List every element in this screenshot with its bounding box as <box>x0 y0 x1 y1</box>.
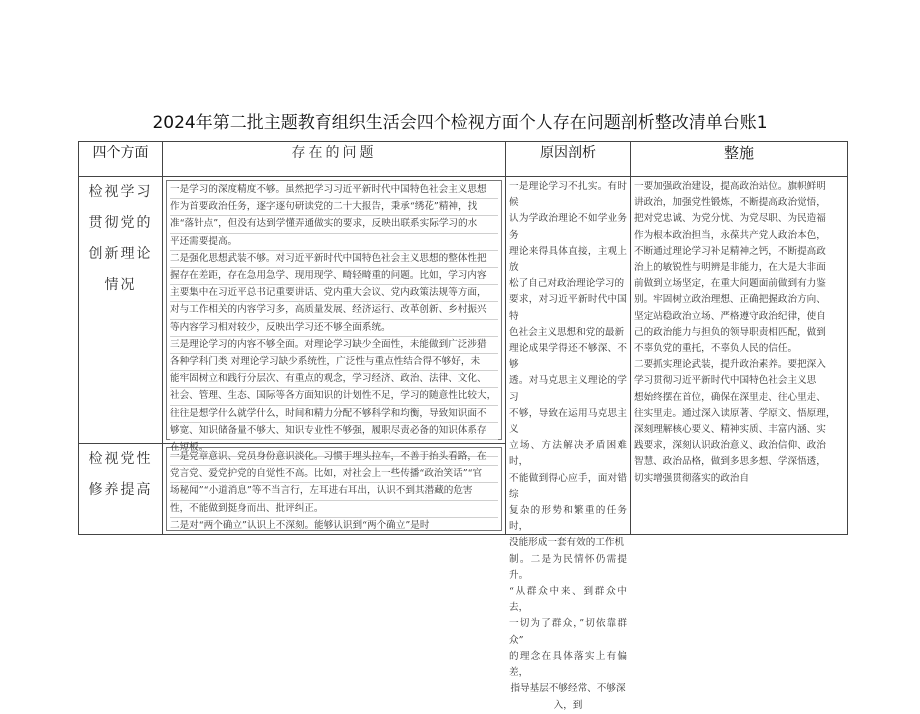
cause-line: 一切为了群众，”切依靠群众” <box>509 618 627 646</box>
problem-line: 够宽、知识储备量不够大、知识专业性不够强，履职尽责必备的知识体系存 <box>170 423 498 440</box>
rectification-line: 深刻理解核心要义、精神实质、丰富内涵、实 <box>634 424 826 436</box>
aspect-line: 检视学习 <box>88 184 153 200</box>
cause-line: 一是理论学习不扎实。有时候 <box>509 181 627 209</box>
problem-line: 平还需要提高。 <box>170 234 498 251</box>
rectification-line: 前做到立场坚定，在重大问题面前做到有力鉴 <box>634 278 826 290</box>
rectification-line: 讲政治，加强党性锻炼，不断提高政治觉悟， <box>634 197 826 209</box>
problem-line: 往往是想学什么就学什么，时间和精力分配不够科学和均衡，导致知识面不 <box>170 406 498 423</box>
problems-cell <box>163 444 506 535</box>
aspect-line: 创新理论 <box>88 246 153 262</box>
problem-line: 能牢固树立和践行分层次、有重点的观念，学习经济、政治、法律、文化、 <box>170 371 498 388</box>
cause-line: 松了自己对政治理论学习的 <box>509 278 625 290</box>
problems-cell <box>163 177 506 454</box>
rectification-line: 不辜负党的重托，不辜负人民的信任。 <box>634 343 798 355</box>
problem-line: 场秘闻”“小道消息”等不当言行，左耳进右耳出，认识不到其潜藏的危害 <box>170 483 498 500</box>
rectification-line: 二要抓实理论武装，提升政治素养。要把深入 <box>634 359 826 371</box>
rectification-text <box>631 177 847 530</box>
problem-line: 党言党、爱党护党的自觉性不高。比如，对社会上一些传播“政治笑话”“官 <box>170 466 498 483</box>
rectification-line: 治上的敏锐性与明辨是非能力，在大是大非面 <box>634 262 826 274</box>
aspect-line: 修养提高 <box>88 482 153 498</box>
cause-line: 制。二是为民情怀仍需提升。 <box>509 553 627 581</box>
header-aspect: 四个方面 <box>79 142 163 177</box>
causes-cell <box>506 177 631 711</box>
problem-line: 握存在差距，存在急用急学、现用现学、畸轻畸重的问题。比如，学习内容 <box>170 268 498 285</box>
problem-line: 准“落针点”，但没有达到学懂弄通做实的要求，反映出联系实际学习的水 <box>170 216 498 233</box>
cause-line: 没能形成一套有效的工作机 <box>509 537 625 549</box>
rectification-line: 把对党忠诚、为党分忧、为党尽职、为民造福 <box>634 213 826 225</box>
rectification-line: 别。牢固树立政治理想、正确把握政治方向、 <box>634 294 826 306</box>
header-rectification: 整施 <box>631 142 848 177</box>
problem-line: 等内容学习相对较少，反映出学习还不够全面系统。 <box>170 320 498 337</box>
cause-line: 认为学政治理论不如学业务务 <box>509 213 627 241</box>
rectification-line: 智慧、政治品格，做到多思多想、学深悟透， <box>634 456 826 468</box>
aspect-cell <box>79 177 163 444</box>
problem-line: 在短板。 <box>170 440 498 457</box>
aspect-line: 情况 <box>104 277 137 293</box>
aspect-line: 贯彻党的 <box>88 215 153 231</box>
problem-line: 二是强化思想武装不够。对习近平新时代中国特色社会主义思想的整体性把 <box>170 251 498 268</box>
cause-line: 理论来得具体直接，主观上放 <box>509 245 627 274</box>
rectification-line: 践要求，深刻认识政治意义、政治信仰、政治 <box>634 440 826 452</box>
problem-line: 作为首要政治任务，逐字逐句研读党的二十大报告，秉承“绣花”精神，找 <box>170 199 498 216</box>
cause-line: 理论成果学得还不够深、不够 <box>509 343 627 371</box>
rectification-line: 想始终摆在首位，确保在深里走、往心里走、 <box>634 391 826 403</box>
problems-text <box>166 180 502 454</box>
problem-line: 二是对“两个确立”认识上不深刻。能够认识到“两个确立”是时 <box>170 518 498 535</box>
rectification-line: 不断通过理论学习补足精神之钙，不断提高政 <box>634 245 826 257</box>
header-problems: 存在的问题 <box>163 142 506 177</box>
problem-line: 一是学习的深度精度不够。虽然把学习习近平新时代中国特色社会主义思想 <box>170 182 498 199</box>
rectification-cell <box>631 177 848 535</box>
rectification-line: 坚定站稳政治立场、严格遵守政治纪律，使自 <box>634 310 826 322</box>
aspect-cell <box>79 444 163 535</box>
cause-line: 指导基层不够经常、不够深入，到 <box>510 683 626 711</box>
cause-line: 透。对马克思主义理论的学习 <box>509 375 627 403</box>
cause-line: 色社会主义思想和党的最新 <box>509 326 625 338</box>
rectification-ledger-table <box>78 141 848 711</box>
causes-text <box>506 177 630 711</box>
cause-line: 的理念在具体落实上有偏差， <box>509 650 627 679</box>
rectification-line: 己的政治能力与担负的领导职责相匹配，做到 <box>634 326 826 338</box>
cause-line: 立场、方法解决矛盾困难时， <box>509 440 627 468</box>
problem-line: 一是党章意识、党员身份意识淡化。习惯于埋头拉车，不善于抬头看路，在 <box>170 449 498 466</box>
rectification-line: 切实增强贯彻落实的政治自 <box>634 472 750 484</box>
table-row <box>79 177 848 444</box>
problem-line: 性，不能做到挺身而出、批评纠正。 <box>170 501 498 518</box>
rectification-line: 学习贯彻习近平新时代中国特色社会主义思 <box>634 375 817 387</box>
table-header-row <box>79 142 848 177</box>
problem-line: 三是理论学习的内容不够全面。对理论学习缺少全面性，未能做到广泛涉猎 <box>170 337 498 354</box>
rectification-line: 作为根本政治担当，永葆共产党人政治本色， <box>634 229 826 241</box>
cause-line: 不够，导致在运用马克思主义 <box>509 407 627 436</box>
cause-line: 复杂的形势和繁重的任务时， <box>509 505 627 533</box>
problem-line: 对与工作相关的内容学习多，高质量发展、经济运行、改革创新、乡村振兴 <box>170 302 498 319</box>
problem-line: 社会、管理、生态、国际等各方面知识的计划性不足，学习的随意性比较大， <box>170 388 498 405</box>
cause-line: 要求，对习近平新时代中国特 <box>509 294 627 322</box>
rectification-line: 一要加强政治建设，提高政治站位。旗帜鲜明 <box>634 181 826 192</box>
page-title: 2024年第二批主题教育组织生活会四个检视方面个人存在问题剖析整改清单台账1 <box>152 113 768 133</box>
problem-line: 各种学科门类 对理论学习缺少系统性，广泛性与重点性结合得不够好，未 <box>170 354 498 371</box>
problems-text <box>166 447 502 531</box>
cause-line: “从群众中来、到群众中去， <box>509 586 627 614</box>
aspect-line: 检视党性 <box>88 451 153 467</box>
problem-line: 主要集中在习近平总书记重要讲话、党内重大会议、党内政策法规等方面， <box>170 285 498 302</box>
cause-line: 不能做到得心应手，面对错综 <box>509 472 627 500</box>
rectification-line: 往实里走。通过深入读原著、学原文、悟原理， <box>634 407 836 419</box>
header-causes: 原因剖析 <box>506 142 631 177</box>
